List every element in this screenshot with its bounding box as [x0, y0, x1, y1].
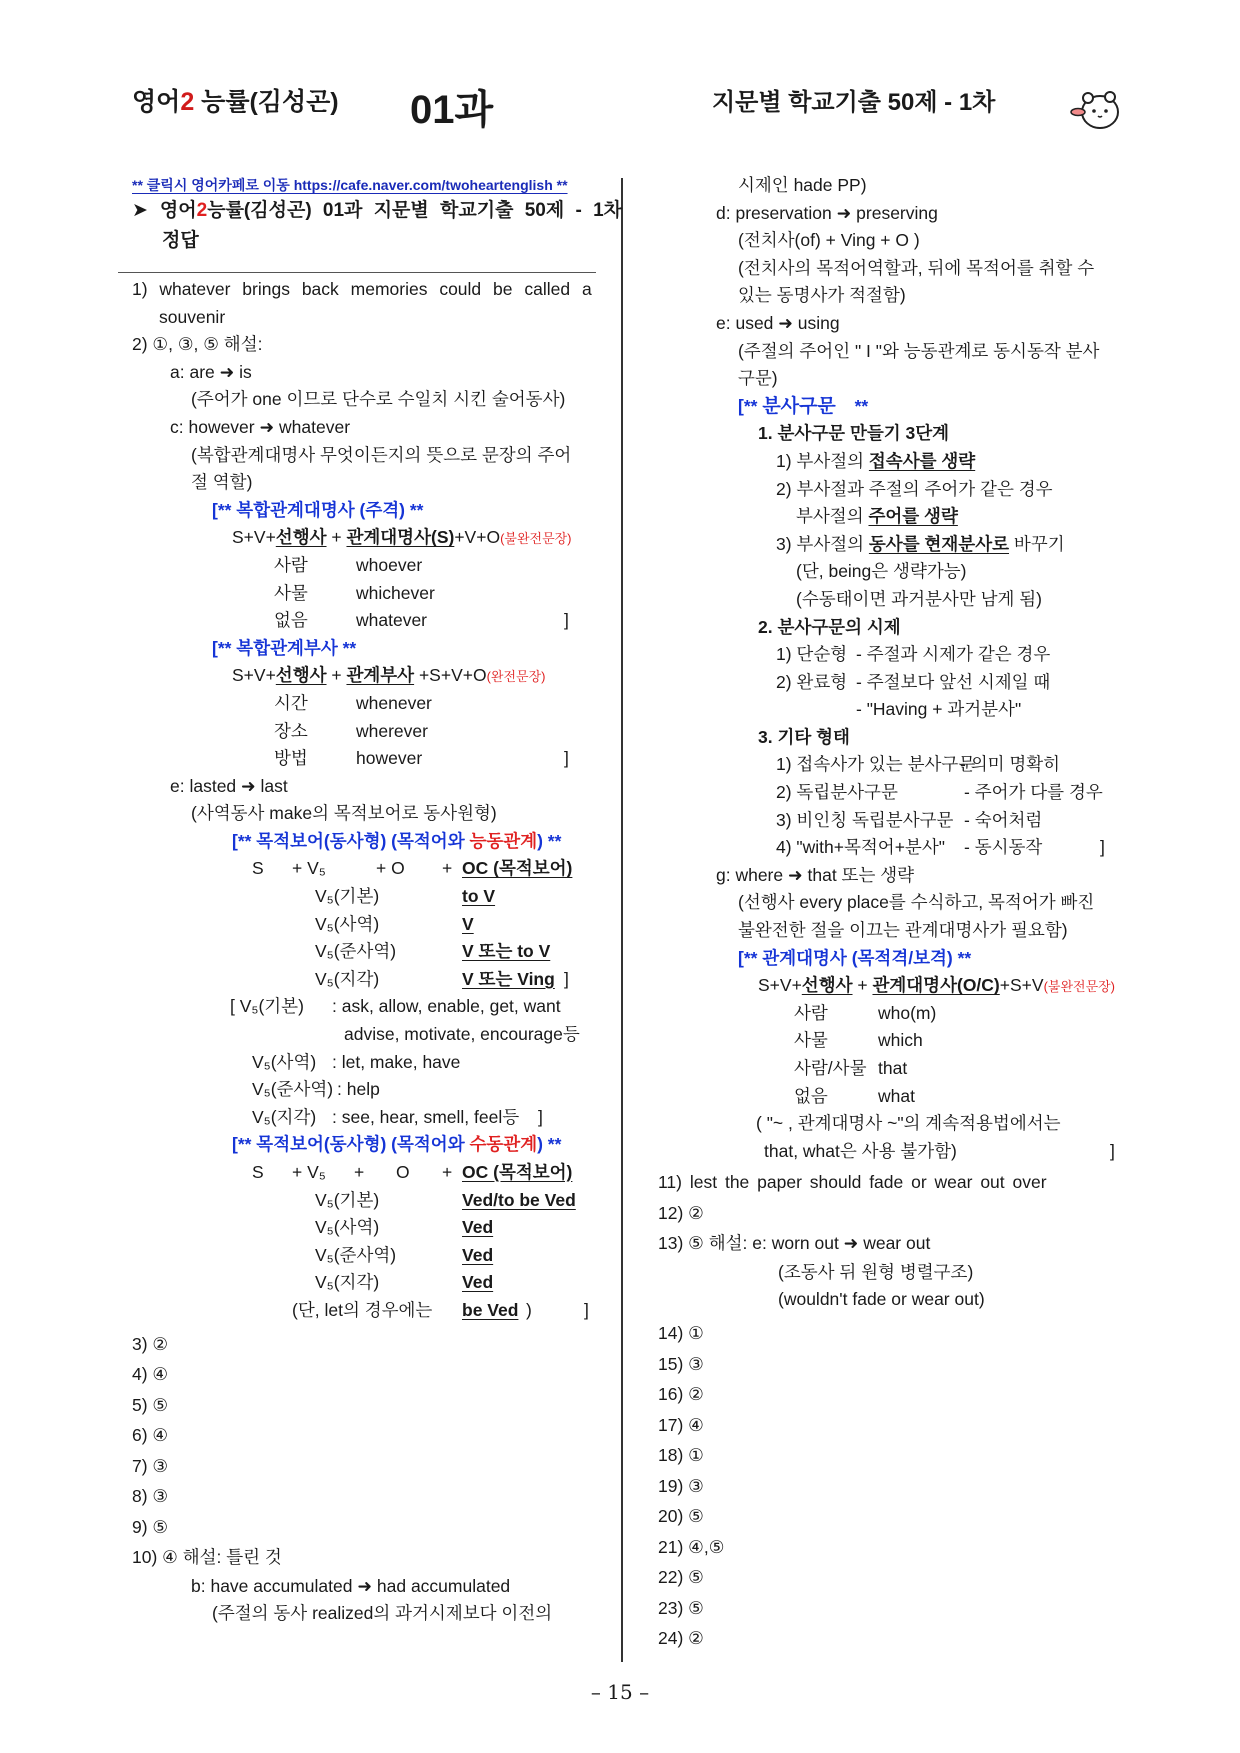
- form-3b: - 숙어처럼: [964, 809, 1043, 830]
- box4-r1b: Ved/to be Ved: [462, 1189, 576, 1210]
- box1-r3a: 없음: [274, 610, 308, 631]
- q10-e-note2: 구문): [738, 368, 778, 389]
- relative-box-formula: S+V+선행사 + 관계대명사(O/C)+S+V(불완전문장): [758, 975, 1116, 996]
- rel-r4a: 없음: [794, 1085, 828, 1106]
- q2-e: e: lasted ➜ last: [170, 775, 288, 796]
- answer-14: 14) ①: [658, 1323, 704, 1344]
- box3-header: S + V₅ + O + OC (목적보어): [252, 858, 573, 879]
- box2-r1a: 시간: [274, 692, 308, 713]
- step-heading-1: 1. 분사구문 만들기 3단계: [758, 423, 950, 444]
- q10-b-note-cont: 시제인 hade PP): [738, 175, 867, 195]
- box4-r4b: Ved: [462, 1272, 494, 1293]
- q10-d: d: preservation ➜ preserving: [716, 202, 938, 223]
- box3-n4a: V₅(지각): [252, 1106, 317, 1127]
- step-1-2b: 부사절의 주어를 생략: [796, 506, 958, 527]
- step-heading-2: 2. 분사구문의 시제: [758, 616, 901, 637]
- box4-r4a: V₅(지각): [315, 1272, 380, 1293]
- box2-bracket: ]: [564, 748, 569, 769]
- step-heading-3: 3. 기타 형태: [758, 726, 850, 747]
- tense-1a: 1) 단순형: [776, 644, 848, 665]
- form-3a: 3) 비인칭 독립분사구문: [776, 809, 954, 830]
- answer-18: 18) ①: [658, 1445, 704, 1466]
- answer-15: 15) ③: [658, 1353, 704, 1374]
- box3-n4b: : see, hear, smell, feel등: [332, 1106, 520, 1127]
- answer-23: 23) ⑤: [658, 1597, 704, 1618]
- box3-n3a: V₅(준사역): [252, 1079, 334, 1100]
- box3-r2a: V₅(사역): [315, 913, 380, 934]
- box4-bracket: ]: [584, 1299, 589, 1320]
- box4-r1a: V₅(기본): [315, 1189, 380, 1210]
- box2-formula: S+V+선행사 + 관계부사 +S+V+O(완전문장): [232, 665, 546, 686]
- step-1-3: 3) 부사절의 동사를 현재분사로 바꾸기: [776, 533, 1065, 554]
- form-2b: - 주어가 다를 경우: [964, 782, 1103, 803]
- box1-r3b: whatever: [356, 610, 428, 631]
- answer-16: 16) ②: [658, 1384, 704, 1405]
- box3-title: [** 목적보어(동사형) (목적어와 능동관계) **: [232, 830, 562, 851]
- q10: 10) ④ 해설: 틀린 것: [132, 1547, 282, 1568]
- answer-19: 19) ③: [658, 1475, 704, 1496]
- box3-r1b: to V: [462, 886, 496, 907]
- box2-title: [** 복합관계부사 **: [212, 637, 357, 658]
- q10-g: g: where ➜ that 또는 생략: [716, 864, 915, 885]
- box3-n2b: : let, make, have: [332, 1051, 461, 1072]
- q10-b-note: (주절의 동사 realized의 과거시제보다 이전의: [212, 1603, 553, 1624]
- q2-a: a: are ➜ is: [170, 361, 252, 382]
- rel-r1a: 사람: [794, 1002, 828, 1023]
- left-column: [132, 172, 623, 1628]
- answer-21: 21) ④,⑤: [658, 1536, 725, 1557]
- relative-box-title: [** 관계대명사 (목적격/보격) **: [738, 947, 972, 968]
- box1-r2a: 사물: [274, 582, 308, 603]
- box1-r1b: whoever: [356, 554, 423, 575]
- page-number: – 15 –: [590, 1680, 650, 1704]
- box3-r3b: V 또는 to V: [462, 941, 551, 962]
- rel-r3b: that: [878, 1058, 908, 1078]
- box3-r4a: V₅(지각): [315, 968, 380, 989]
- participle-box-bracket: ]: [1100, 837, 1105, 858]
- rel-r1b: who(m): [878, 1002, 937, 1023]
- tense-2b: - 주절보다 앞선 시제일 때: [856, 671, 1051, 692]
- q2-e-note: (사역동사 make의 목적보어로 동사원형): [191, 803, 497, 824]
- q13-note2: (wouldn't fade or wear out): [778, 1289, 985, 1310]
- box2-r1b: whenever: [356, 692, 432, 713]
- answer-9: 9) ⑤: [132, 1516, 169, 1537]
- box4-header: S + V₅ + O + OC (목적보어): [252, 1162, 573, 1182]
- step-1-3-note1: (단, being은 생략가능): [796, 561, 967, 582]
- rel-r4b: what: [878, 1085, 915, 1106]
- box4-last-b: be Ved: [462, 1299, 519, 1320]
- box4-r3a: V₅(준사역): [315, 1244, 397, 1265]
- mascot-icon: [1070, 86, 1122, 134]
- q10-d-note2: (전치사의 목적어역할과, 뒤에 목적어를 취할 수: [738, 257, 1095, 278]
- answer-5: 5) ⑤: [132, 1394, 169, 1415]
- participle-box-title: [** 분사구문 **: [738, 395, 869, 417]
- box2-r2b: wherever: [356, 720, 428, 741]
- header-book-title: 영어2 능률(김성곤): [132, 88, 339, 116]
- q1-cont: souvenir: [159, 306, 226, 327]
- step-1-3-note2: (수동태이면 과거분사만 남게 됨): [796, 588, 1043, 609]
- tense-1b: - 주절과 시제가 같은 경우: [856, 644, 1051, 665]
- box4-last-c: ): [526, 1299, 532, 1320]
- box3-n2a: V₅(사역): [252, 1051, 317, 1072]
- q1: 1) whatever brings back memories could be called a: [132, 279, 592, 299]
- box3-r4b: V 또는 Ving: [462, 968, 555, 989]
- answer-7: 7) ③: [132, 1455, 169, 1476]
- box3-n1c: advise, motivate, encourage등: [344, 1024, 580, 1045]
- box1-bracket: ]: [564, 610, 569, 631]
- q10-e: e: used ➜ using: [716, 312, 840, 333]
- q10-d-note1: (전치사(of) + Ving + O ): [738, 230, 920, 251]
- rel-r3a: 사람/사물: [794, 1058, 867, 1078]
- q10-g-note2: 불완전한 절을 이끄는 관계대명사가 필요함): [738, 920, 1068, 941]
- step-1-2: 2) 부사절과 주절의 주어가 같은 경우: [776, 478, 1053, 499]
- box3-r2b: V: [462, 913, 474, 934]
- q10-b: b: have accumulated ➜ had accumulated: [191, 1575, 511, 1596]
- q2-a-note: (주어가 one 이므로 단수로 수일치 시킨 술어동사): [191, 389, 566, 410]
- box1-r2b: whichever: [356, 582, 435, 603]
- rel-note2: that, what은 사용 불가함): [764, 1140, 957, 1161]
- box4-r2b: Ved: [462, 1217, 494, 1238]
- answer-12: 12) ②: [658, 1202, 704, 1223]
- box1-formula: S+V+선행사 + 관계대명사(S)+V+O(불완전문장): [232, 527, 572, 548]
- box2-r3a: 방법: [274, 748, 308, 769]
- form-4a: 4) "with+목적어+분사": [776, 837, 945, 858]
- box2-r2a: 장소: [274, 720, 308, 741]
- box4-title: [** 목적보어(동사형) (목적어와 수동관계) **: [232, 1134, 562, 1155]
- answer-22: 22) ⑤: [658, 1567, 704, 1588]
- answer-6: 6) ④: [132, 1425, 169, 1446]
- header-lesson: 01과: [410, 88, 494, 132]
- q10-d-note3: 있는 동명사가 적절함): [738, 285, 906, 306]
- answer-title: ➤ 영어2능률(김성곤) 01과 지문별 학교기출 50제 - 1차: [132, 200, 623, 221]
- answer-4: 4) ④: [132, 1364, 169, 1385]
- answer-3: 3) ②: [132, 1333, 169, 1354]
- rel-r2b: which: [878, 1030, 923, 1051]
- tense-2c: - "Having + 과거분사": [856, 699, 1022, 720]
- answer-24: 24) ②: [658, 1628, 704, 1649]
- box3-r3a: V₅(준사역): [315, 941, 397, 962]
- q10-g-note1: (선행사 every place를 수식하고, 목적어가 빠진: [738, 892, 1095, 913]
- cafe-link[interactable]: ** 클릭시 영어카페로 이동 https://cafe.naver.com/twoheartenglish **: [132, 177, 568, 193]
- q13: 13) ⑤ 해설: e: worn out ➜ wear out: [658, 1233, 931, 1254]
- step-1-1: 1) 부사절의 접속사를 생략: [776, 450, 976, 471]
- box3-bracket: ]: [564, 968, 569, 989]
- box3-r1a: V₅(기본): [315, 886, 380, 907]
- answer-17: 17) ④: [658, 1414, 704, 1435]
- q2-c-note1: (복합관계대명사 무엇이든지의 뜻으로 문장의 주어: [191, 444, 572, 465]
- box4-last-a: (단, let의 경우에는: [292, 1299, 433, 1320]
- q2-c-note2: 절 역할): [191, 472, 253, 493]
- header-exam-title: 지문별 학교기출 50제 - 1차: [712, 89, 996, 116]
- tense-2a: 2) 완료형: [776, 671, 848, 692]
- box2-r3b: however: [356, 748, 423, 769]
- right-column: [658, 172, 1132, 1654]
- box3-n1b: : ask, allow, enable, get, want: [332, 996, 561, 1017]
- box3-n1a: [ V₅(기본): [230, 996, 304, 1017]
- q11: 11) lest the paper should fade or wear out over: [658, 1172, 1047, 1193]
- form-1b: - 의미 명확히: [960, 754, 1061, 775]
- q2: 2) ①, ③, ⑤ 해설:: [132, 334, 263, 355]
- relative-box-bracket: ]: [1110, 1140, 1115, 1161]
- rel-r2a: 사물: [794, 1030, 828, 1051]
- q13-note1: (조동사 뒤 원형 병렬구조): [778, 1261, 974, 1282]
- q10-e-note1: (주절의 주어인 " I "와 능동관계로 동시동작 분사: [738, 340, 1100, 361]
- form-4b: - 동시동작: [964, 837, 1043, 858]
- box4-r2a: V₅(사역): [315, 1217, 380, 1238]
- answer-8: 8) ③: [132, 1486, 169, 1507]
- form-1a: 1) 접속사가 있는 분사구문: [776, 754, 976, 775]
- box4-r3b: Ved: [462, 1244, 494, 1265]
- column-divider: [621, 178, 623, 1662]
- q2-c: c: however ➜ whatever: [170, 416, 351, 437]
- answer-title-line2: 정답: [162, 230, 199, 251]
- box3-n3b: : help: [337, 1079, 380, 1100]
- answer-20: 20) ⑤: [658, 1506, 704, 1527]
- box3-n-bracket: ]: [538, 1106, 543, 1127]
- box1-r1a: 사람: [274, 554, 308, 575]
- form-2a: 2) 독립분사구문: [776, 782, 898, 803]
- box1-title: [** 복합관계대명사 (주격) **: [212, 499, 424, 520]
- rel-note1: ( "~ , 관계대명사 ~"의 계속적용법에서는: [756, 1113, 1061, 1134]
